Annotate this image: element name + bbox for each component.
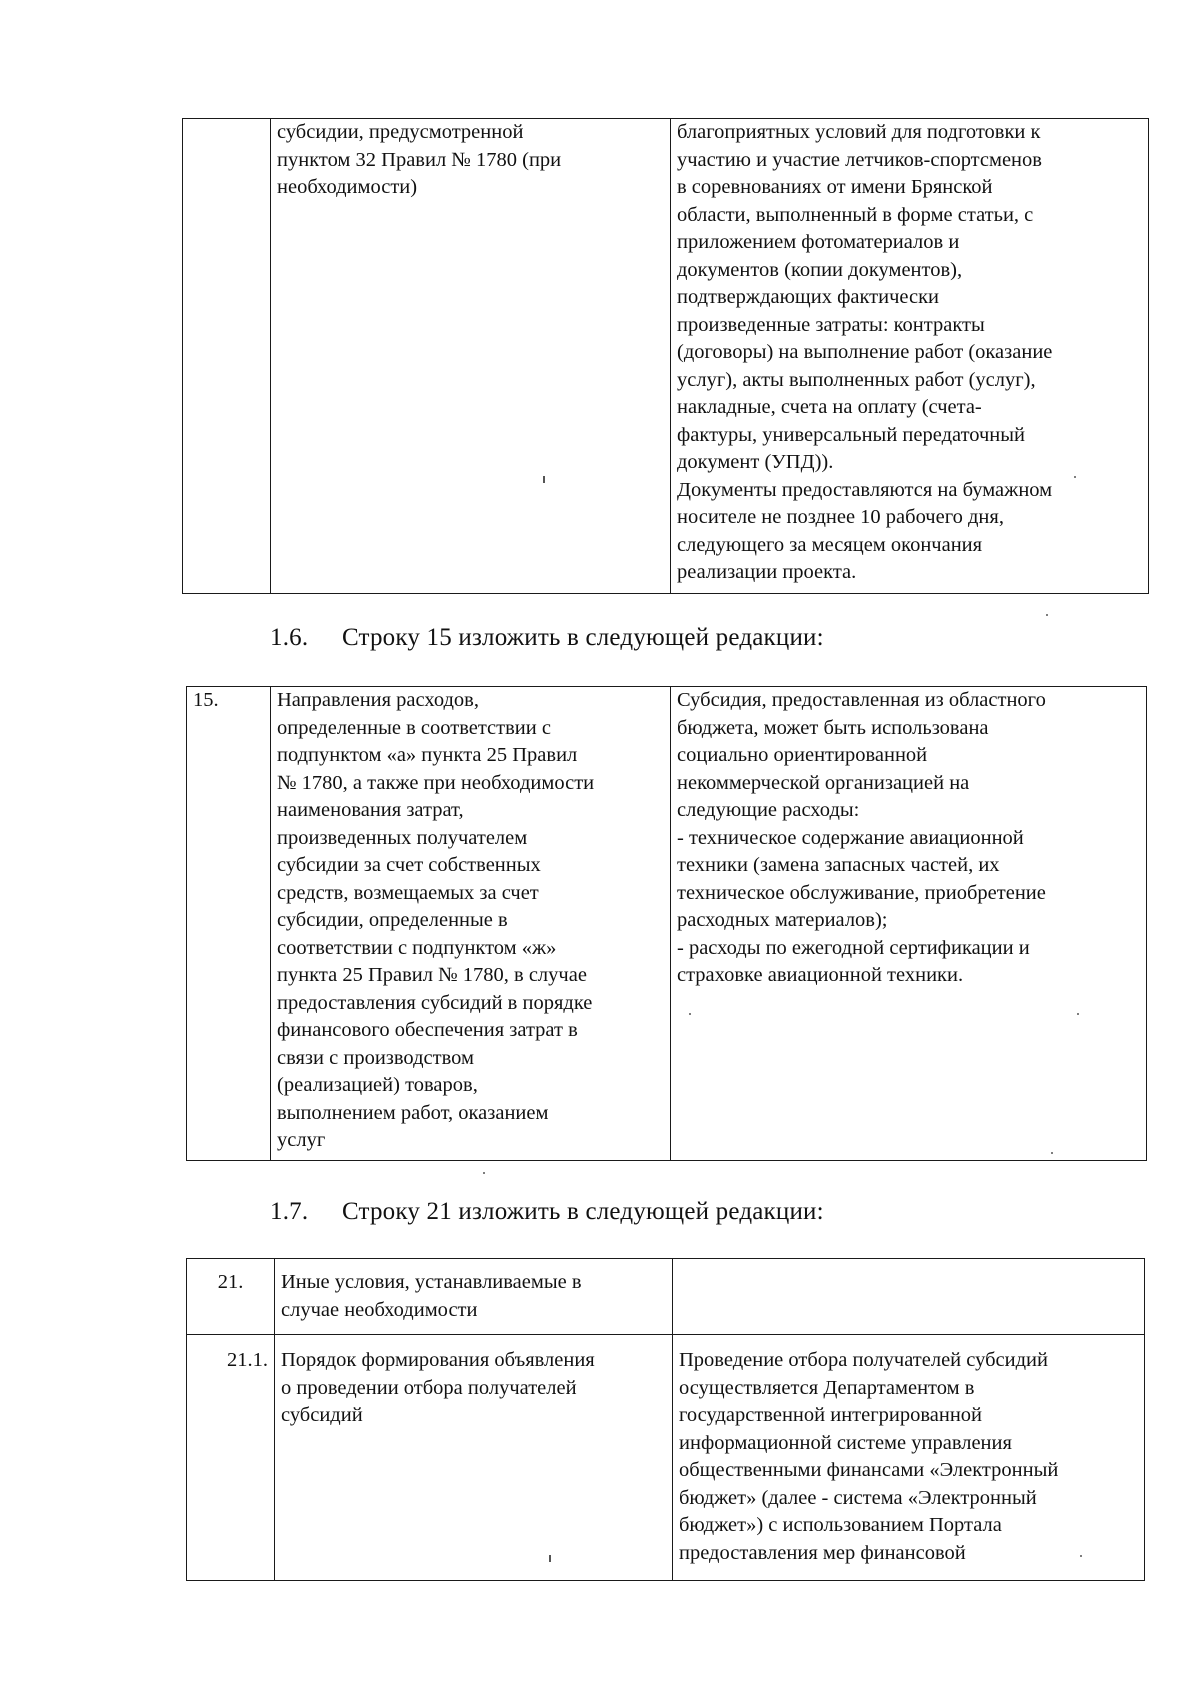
section-heading-1-6	[270, 624, 824, 652]
table-row	[187, 1335, 1145, 1581]
scan-artifact	[1051, 1152, 1053, 1154]
condition-name-cell	[275, 1335, 673, 1581]
condition-value-cell	[673, 1259, 1145, 1335]
scan-artifact	[1077, 1013, 1079, 1015]
row-number-cell: 15.	[187, 687, 271, 1161]
heading-text: Строку 21 изложить в следующей редакции:	[342, 1198, 824, 1225]
row-number-cell: 21.1.	[187, 1335, 275, 1581]
table-row-21	[186, 1258, 1145, 1581]
condition-name-cell	[271, 119, 671, 594]
scan-artifact	[483, 1172, 485, 1174]
condition-value-cell	[671, 119, 1149, 594]
table-row	[183, 119, 1149, 594]
scan-artifact	[549, 1555, 551, 1562]
condition-name-cell	[275, 1259, 673, 1335]
section-heading-1-7	[270, 1198, 824, 1226]
condition-name-text: Порядок формирования объявления о проведении отбора получателей субсидий	[281, 1349, 595, 1426]
condition-value-text: Субсидия, предоставленная из областного бюджета, может быть использована социально ориентированной некоммерческой организацией на следующие расходы: - техническое содержание авиационной техники (замена запасных частей, их техническое обслуживание, приобретение расходных материалов); - расходы по ежегодной сертификации и страховке авиационной техники.	[677, 689, 1046, 986]
condition-value-cell	[673, 1335, 1145, 1581]
scan-artifact	[1074, 476, 1076, 478]
condition-name-text: субсидии, предусмотренной пунктом 32 Правил № 1780 (при необходимости)	[277, 121, 562, 198]
heading-number: 1.6.	[270, 624, 309, 651]
scan-artifact	[1046, 614, 1048, 616]
condition-value-text: благоприятных условий для подготовки к участию и участие летчиков-спортсменов в соревнованиях от имени Брянской области, выполненный в форме статьи, с приложением фотоматериалов и документов (копии документов), подтверждающих фактически произведенные затраты: контракты (договоры) на выполнение работ (оказание услуг), акты выполненных работ (услуг), накладные, счета на оплату (счета- фактуры, универсальный передаточный документ (УПД)). Документы предоставляются на бумажном носителе не позднее 10 рабочего дня, следующего за месяцем окончания реализации проекта.	[677, 121, 1053, 583]
scan-artifact	[543, 476, 545, 483]
condition-value-text: Проведение отбора получателей субсидий осуществляется Департаментом в государственной интегрированной информационной системе управления общественными финансами «Электронный бюджет» (далее - система «Электронный бюджет») с использованием Портала предоставления мер финансовой	[679, 1349, 1059, 1564]
row-number-cell	[183, 119, 271, 594]
condition-name-text: Иные условия, устанавливаемые в случае необходимости	[281, 1271, 582, 1321]
table-row	[187, 687, 1147, 1161]
condition-value-cell	[671, 687, 1147, 1161]
heading-text: Строку 15 изложить в следующей редакции:	[342, 624, 824, 651]
condition-name-cell	[271, 687, 671, 1161]
row-number-cell: 21.	[187, 1259, 275, 1335]
scan-artifact	[1080, 1555, 1082, 1557]
table-row-15	[186, 686, 1147, 1161]
condition-name-text: Направления расходов, определенные в соответствии с подпунктом «а» пункта 25 Правил № 1780, а также при необходимости наименования затрат, произведенных получателем субсидии за счет собственных средств, возмещаемых за счет субсидии, определенные в соответствии с подпунктом «ж» пункта 25 Правил № 1780, в случае предоставления субсидий в порядке финансового обеспечения затрат в связи с производством (реализацией) товаров, выполнением работ, оказанием услуг	[277, 689, 595, 1151]
table-row-continuation	[182, 118, 1149, 594]
heading-number: 1.7.	[270, 1198, 309, 1225]
table-row	[187, 1259, 1145, 1335]
scan-artifact	[689, 1013, 691, 1015]
